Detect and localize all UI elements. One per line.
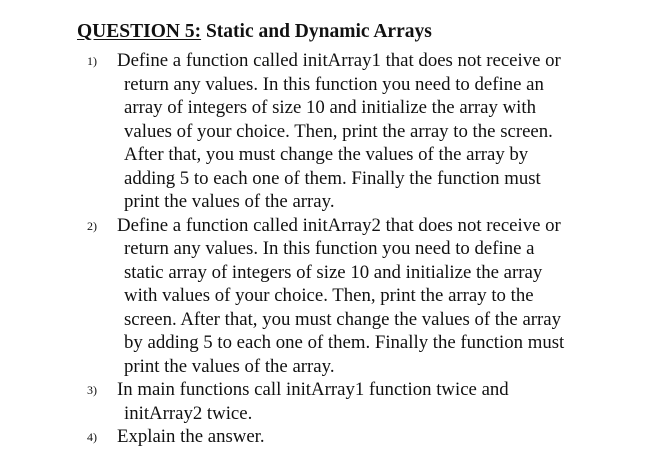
item-text-line: initArray2 twice. bbox=[124, 402, 253, 424]
instruction-list bbox=[77, 49, 624, 449]
item-marker: 3) bbox=[87, 383, 97, 397]
item-text-line: array of integers of size 10 and initialize the array with bbox=[124, 97, 536, 118]
item-text-line: In main functions call initArray1 function twice and bbox=[117, 379, 509, 400]
item-text-line: print the values of the array. bbox=[124, 355, 335, 377]
question-title: Static and Dynamic Arrays bbox=[201, 21, 432, 42]
item-text-line: After that, you must change the values of the array by bbox=[124, 144, 529, 165]
item-text-line: Define a function called initArray2 that does not receive or bbox=[117, 214, 561, 236]
item-marker: 1) bbox=[87, 54, 97, 68]
item-text-line: with values of your choice. Then, print the array to the bbox=[124, 285, 534, 306]
item-marker: 2) bbox=[87, 218, 97, 233]
list-item bbox=[87, 378, 624, 425]
item-text-line: by adding 5 to each one of them. Finally the function must bbox=[124, 332, 565, 353]
item-text-line: screen. After that, you must change the values of the array bbox=[124, 308, 562, 330]
item-text-line: static array of integers of size 10 and initialize the array bbox=[124, 261, 543, 283]
question-number: QUESTION 5: bbox=[77, 21, 202, 42]
item-marker: 4) bbox=[87, 430, 97, 444]
item-text-line: print the values of the array. bbox=[124, 191, 335, 212]
item-text-line: return any values. In this function you need to define an bbox=[124, 73, 544, 95]
list-item bbox=[87, 214, 624, 379]
list-item bbox=[87, 49, 624, 214]
list-item bbox=[87, 425, 624, 449]
item-text-line: Define a function called initArray1 that does not receive or bbox=[117, 50, 561, 71]
item-text-line: Explain the answer. bbox=[117, 426, 265, 447]
item-text-line: values of your choice. Then, print the array to the screen. bbox=[124, 120, 553, 142]
item-text-line: return any values. In this function you need to define a bbox=[124, 238, 535, 259]
question-heading bbox=[77, 20, 624, 44]
item-text-line: adding 5 to each one of them. Finally the function must bbox=[124, 167, 541, 189]
